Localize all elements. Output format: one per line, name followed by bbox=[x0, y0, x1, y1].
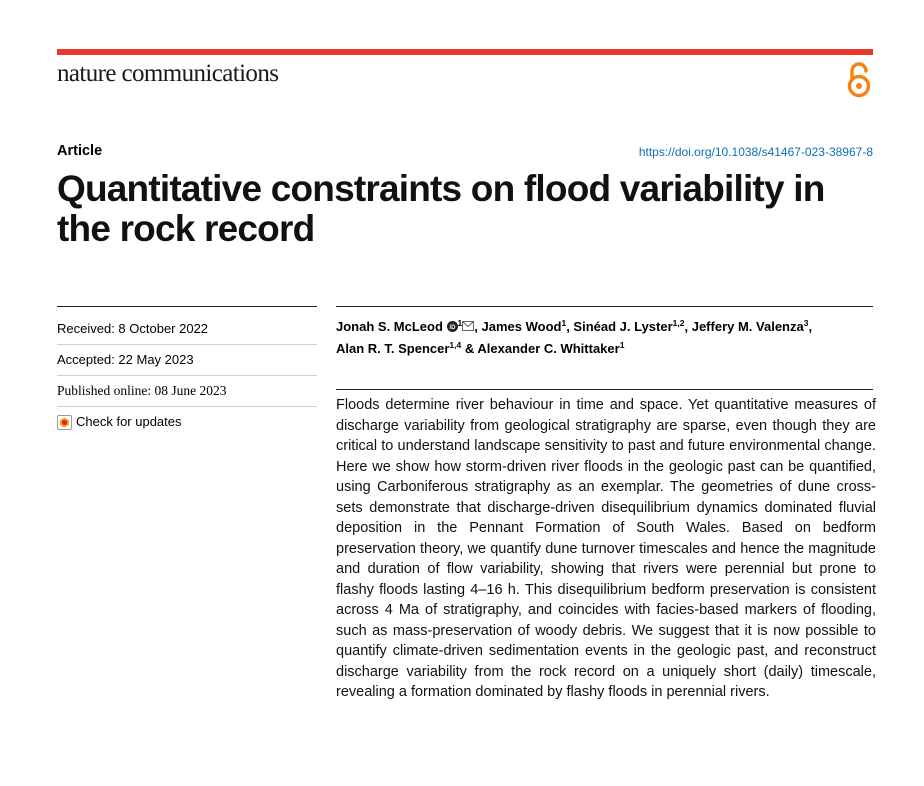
doi-link[interactable]: https://doi.org/10.1038/s41467-023-38967-8 bbox=[638, 145, 873, 159]
author-affiliation: 3 bbox=[803, 318, 809, 328]
author-affiliation: 1 bbox=[561, 318, 567, 328]
author-name[interactable]: Jonah S. McLeod bbox=[336, 319, 443, 334]
article-type: Article bbox=[57, 143, 103, 159]
author-affiliation: 1 bbox=[457, 318, 463, 328]
check-for-updates-button[interactable] bbox=[57, 407, 317, 437]
accepted-date: Accepted: 22 May 2023 bbox=[57, 352, 194, 367]
author-affiliation: 1 bbox=[619, 340, 625, 350]
author-affiliation: 1,2 bbox=[672, 318, 685, 328]
orcid-icon[interactable] bbox=[447, 321, 458, 332]
abstract-rule bbox=[336, 389, 873, 390]
author-name[interactable]: Alan R. T. Spencer bbox=[336, 341, 450, 356]
published-date: Published online: 08 June 2023 bbox=[57, 383, 227, 398]
check-for-updates-icon bbox=[57, 415, 72, 430]
article-dates-panel bbox=[57, 306, 317, 437]
author-name[interactable]: Sinéad J. Lyster bbox=[573, 319, 673, 334]
author-list: Jonah S. McLeod iD $^1$ , James Wood$^1$, Sinéad J. Lyster$^{1,2}$, Jeffery M. Valenza$^3$, Alan R. T. Spencer$^{1,4}$ & Alexander C. Whittaker$^1$ bbox=[336, 318, 813, 356]
check-for-updates-label: Check for updates bbox=[76, 414, 182, 429]
received-date: Received: 8 October 2022 bbox=[57, 321, 209, 336]
authors-panel bbox=[336, 306, 873, 360]
article-title: Quantitative constraints on flood variability in the rock record bbox=[57, 168, 825, 249]
author-name[interactable]: Alexander C. Whittaker bbox=[477, 341, 620, 356]
author-affiliation: 1,4 bbox=[449, 340, 462, 350]
author-name[interactable]: James Wood bbox=[481, 319, 562, 334]
journal-name: nature communications bbox=[57, 60, 279, 87]
email-envelope-icon[interactable] bbox=[462, 321, 474, 331]
open-access-lock-icon bbox=[844, 60, 874, 98]
abstract: Floods determine river behaviour in time and space. Yet quantitative measures of discharge variability from geological stratigraphy are sparse, even though they are critical to understand landscape sensitivity to past and future environmental change. Here we show how storm-driven river floods in the geologic past can be quantified, using Carboniferous stratigraphy as an exemplar. The geometries of dune cross-sets demonstrate that discharge-driven disequilibrium dynamics dominated fluvial deposition in the Pennant Formation of South Wales. Based on bedform preservation theory, we quantify dune turnover timescales and hence the magnitude and duration of flow variability, showing that rivers were perennial but prone to flashy floods lasting 4–16 h. This disequilibrium bedform preservation is consistent across 4 Ma of stratigraphy, and coincides with facies-based markers of flooding, such as mass-preservation of woody debris. We suggest that it is now possible to quantify climate-driven sedimentation events in the geologic past, and reconstruct discharge variability from the rock record on a uniquely short (daily) timescale, revealing a formation dominated by flashy floods in perennial rivers. bbox=[336, 397, 876, 700]
svg-text:iD: iD bbox=[449, 325, 456, 331]
author-name[interactable]: Jeffery M. Valenza bbox=[691, 319, 804, 334]
